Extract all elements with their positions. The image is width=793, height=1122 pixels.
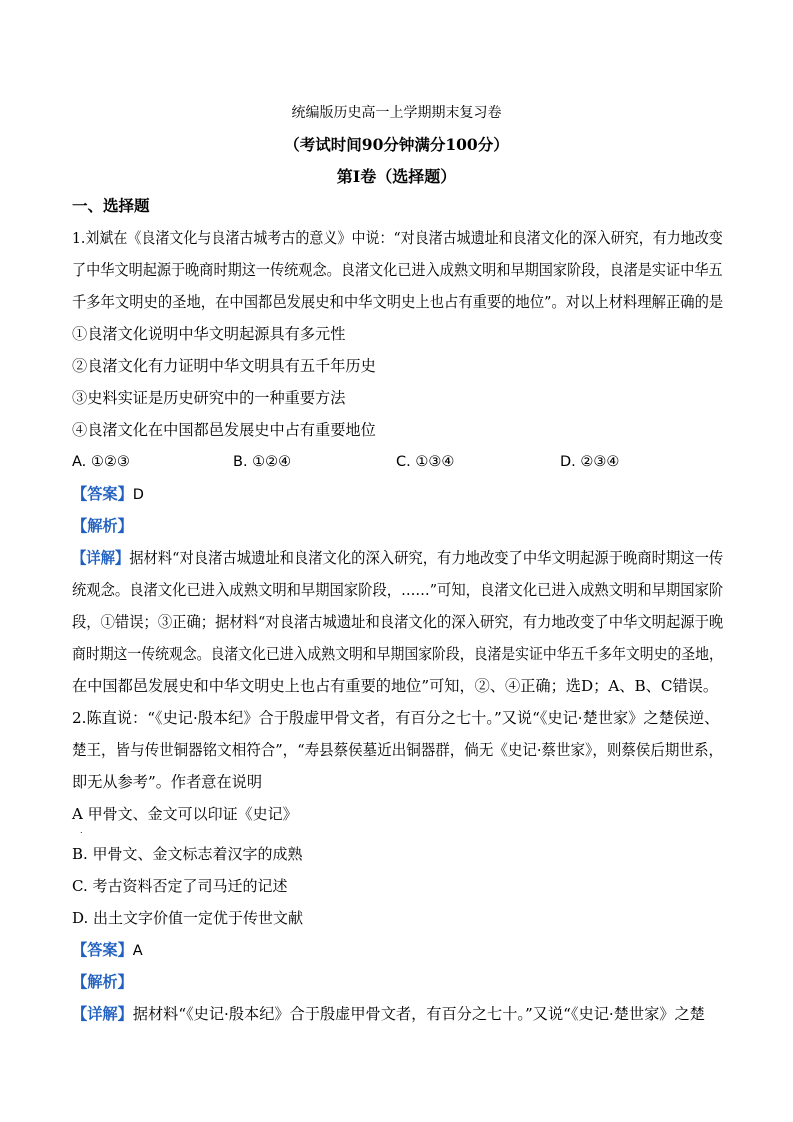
volume-title: 第Ⅰ卷（选择题） [336,167,457,186]
answer-tag: 【答案】 [72,941,133,959]
exam-subtitle: （考试时间90分钟满分100分） [284,135,509,154]
q1-detail-line [72,548,723,568]
q2-answer-value: A [132,943,143,959]
q2-option-c: C. 考古资料否定了司马迁的记述 [72,877,288,895]
q1-option-d: D. ②③④ [560,454,620,470]
q2-detail-text: 据材料“《史记·殷本纪》合于殷虚甲骨文者，有百分之七十。”又说“《史记·楚世家》之楚 [132,1005,705,1023]
q1-statement: ④良渚文化在中国都邑发展史中占有重要地位 [72,421,376,439]
q1-answer-value: D [132,487,144,503]
q1-detail-text: 据材料“对良渚古城遗址和良渚文化的深入研究，有力地改变了中华文明起源于晚商时期这一传 [129,549,724,567]
q1-detail-line: 段，①错误；③正确；据材料“对良渚古城遗址和良渚文化的深入研究，有力地改变了中华文明起源于晚 [72,613,724,631]
answer-tag: 【答案】 [72,485,133,503]
q1-stem-line: 千多年文明史的圣地，在中国都邑发展史和中华文明史上也占有重要的地位”。对以上材料理解正确的是 [72,293,724,311]
q2-option-a: A 甲骨文、金文可以印证《史记》 [72,805,298,823]
q1-statement: ③史料实证是历史研究中的一种重要方法 [72,389,346,407]
q2-answer-row [72,940,143,961]
exam-title: 统编版历史高一上学期期末复习卷 [291,105,502,121]
q1-stem-line: 1.刘斌在《良渚文化与良渚古城考古的意义》中说：“对良渚古城遗址和良渚文化的深入研究，有力地改变 [72,229,723,247]
q2-option-b: B. 甲骨文、金文标志着汉字的成熟 [72,845,303,863]
q1-option-c: C. ①③④ [396,454,455,470]
q1-analysis-row [72,516,133,536]
analysis-tag: 【解析】 [72,517,133,535]
analysis-tag: 【解析】 [72,973,133,991]
q1-option-a: A. ①②③ [72,454,130,470]
q2-stem-line: 2.陈直说：“《史记·殷本纪》合于殷虚甲骨文者，有百分之七十。”又说“《史记·楚世家》之楚侯逆、 [72,709,720,727]
q2-option-d: D. 出土文字价值一定优于传世文献 [72,909,304,927]
q2-analysis-row [72,972,133,992]
q1-stem-line: 了中华文明起源于晚商时期这一传统观念。良渚文化已进入成熟文明和早期国家阶段，良渚是实证中华五 [72,261,723,279]
q2-detail-line [72,1004,705,1024]
q1-detail-line: 统观念。良渚文化已进入成熟文明和早期国家阶段，……”可知，良渚文化已进入成熟文明和早期国家阶 [72,581,724,599]
section-title: 一、选择题 [72,196,150,215]
q1-answer-row [72,484,144,505]
q1-detail-line: 在中国都邑发展史和中华文明史上也占有重要的地位”可知，②、④正确；选D；A、B、C错误。 [72,677,719,695]
q1-statement: ①良渚文化说明中华文明起源具有多元性 [72,325,346,343]
q1-option-b: B. ①②④ [233,454,292,470]
q2-stem-line: 楚王，皆与传世铜器铭文相符合”，“寿县蔡侯墓近出铜器群，倘无《史记·蔡世家》，则蔡侯后期世系， [72,741,723,759]
detail-tag: 【详解】 [72,549,130,567]
q2-dot-mark: . [80,826,83,835]
q2-stem-line: 即无从参考”。作者意在说明 [72,773,263,791]
detail-tag: 【详解】 [72,1005,133,1023]
q1-detail-line: 商时期这一传统观念。良渚文化已进入成熟文明和早期国家阶段，良渚是实证中华五千多年文明史的圣地， [72,645,723,663]
q1-statement: ②良渚文化有力证明中华文明具有五千年历史 [72,357,376,375]
